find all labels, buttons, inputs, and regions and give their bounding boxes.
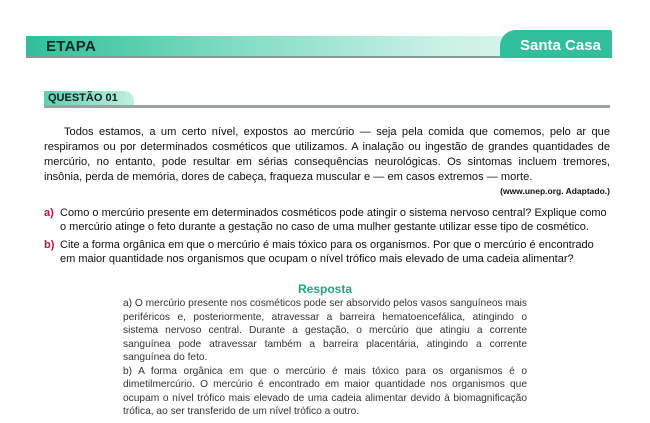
answer-body: [123, 297, 527, 419]
answer-paragraph-b: b) A forma orgânica em que o mercúrio é mais tóxico para os organismos é o dimetilmercúrio. O mercúrio é encontrado em maior quantidade nos organismos que ocupam o nível trófico mais elevado de uma cadeia alimentar devido à biomagnificação trófica, ao ser transferido de um nível trófico a outro.: [123, 365, 527, 417]
question-rule: [44, 105, 610, 108]
exam-tab-label: Santa Casa: [520, 37, 601, 54]
question-label: QUESTÃO 01: [48, 92, 118, 104]
answer-title: Resposta: [297, 282, 353, 296]
brand-logo-text: ETAPA: [46, 38, 97, 55]
item-letter: b): [44, 239, 55, 251]
item-text: Cite a forma orgânica em que o mercúrio é mais tóxico para os organismos. Por que o mercúrio é encontrado em maior quantidade nos organismos que ocupam o nível trófico mais elevado de uma cadeia alimentar?: [60, 239, 594, 265]
source-citation: (www.unep.org. Adaptado.): [500, 186, 610, 196]
intro-paragraph: Todos estamos, a um certo nível, expostos ao mercúrio — seja pela comida que comemos, pelo ar que respiramos ou por determinados cosméticos que utilizamos. A inalação ou ingestão de grandes quantidades de mercúrio, no entanto, pode resultar em sérias consequências neurológicas. Os sintomas incluem tremores, insônia, perda de memória, dores de cabeça, fraqueza muscular e — em casos extremos — morte.: [44, 126, 610, 183]
item-letter: a): [44, 207, 54, 219]
item-text: Como o mercúrio presente em determinados cosméticos pode atingir o sistema nervoso central? Explique como o mercúrio atinge o feto durante a gestação no caso de uma mulher gestante utilizar esse tipo de cosmético.: [60, 207, 607, 233]
question-item-a: [44, 206, 610, 234]
question-item-b: [44, 238, 610, 266]
question-intro: [44, 125, 610, 185]
answer-paragraph-a: a) O mercúrio presente nos cosméticos pode ser absorvido pelos vasos sanguíneos mais periféricos e, posteriormente, atravessar a barreira hematoencefálica, atingindo o sistema nervoso central. Durante a gestação, o mercúrio que atingiu a corrente sanguínea pode atravessar também a barreira placentária, atingindo a corrente sanguínea do feto.: [123, 298, 527, 363]
